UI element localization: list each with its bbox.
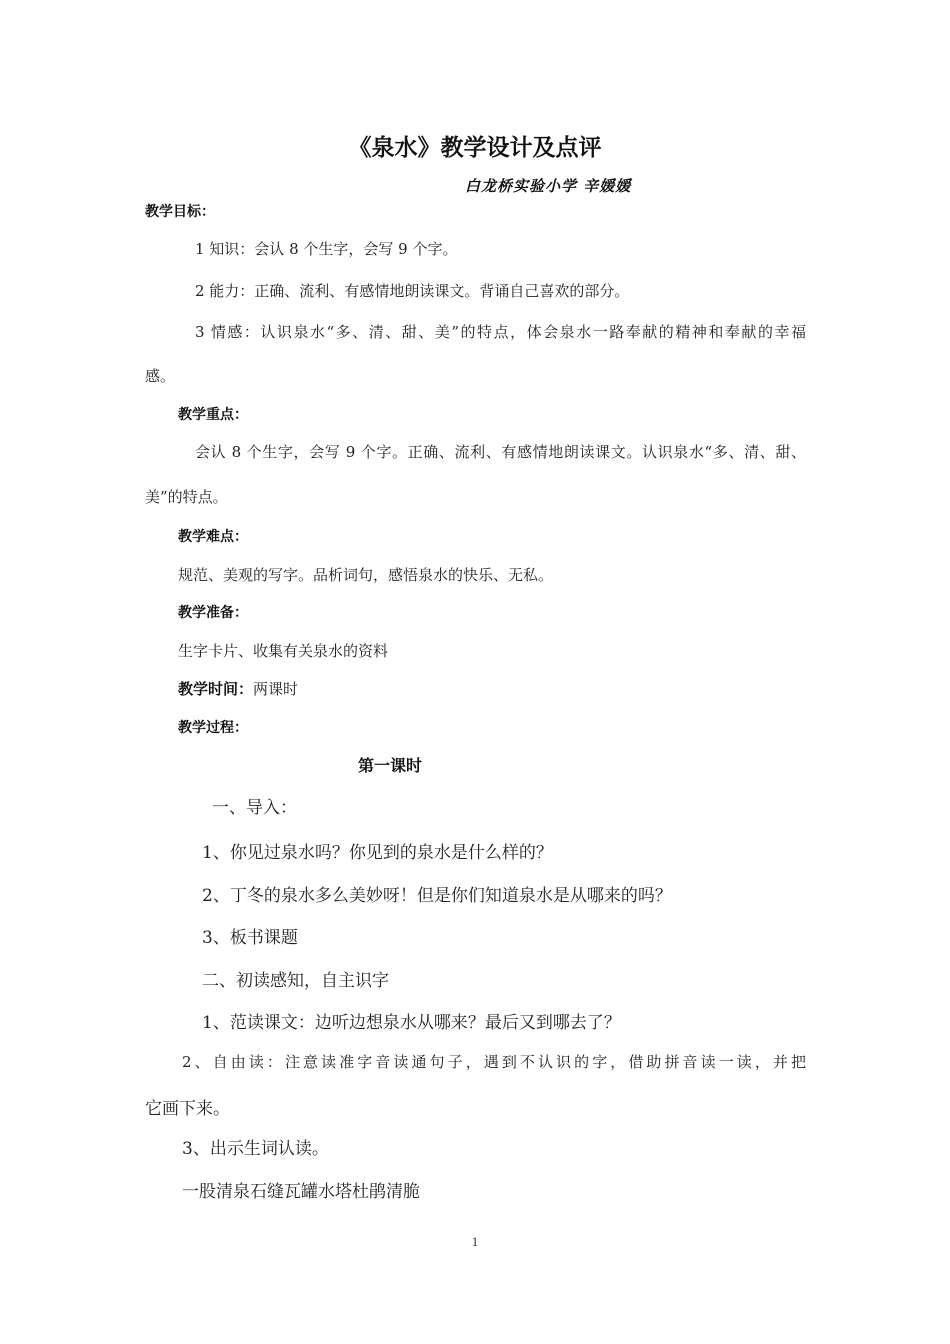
section2-item-2-line1: 2、自由读：注意读准字音读通句子，遇到不认识的字，借助拼音读一读，并把 xyxy=(182,1053,806,1071)
section2-title: 二、初读感知，自主识字 xyxy=(202,971,389,991)
time-heading: 教学时间： xyxy=(178,680,254,698)
section2-item-1: 1、范读课文：边听边想泉水从哪来？最后又到哪去了？ xyxy=(202,1013,621,1033)
section1-item-2: 2、丁冬的泉水多么美妙呀！但是你们知道泉水是从哪来的吗？ xyxy=(202,886,672,906)
vocabulary-words: 一股清泉石缝瓦罐水塔杜鹃清脆 xyxy=(182,1182,420,1202)
time-text: 两课时 xyxy=(253,680,299,698)
preparation-heading: 教学准备： xyxy=(178,605,248,621)
difficulties-heading: 教学难点： xyxy=(178,529,248,545)
section2-item-2-line2: 它画下来。 xyxy=(145,1099,230,1119)
key-points-line2: 美”的特点。 xyxy=(145,488,228,506)
section2-item-3: 3、出示生词认读。 xyxy=(182,1139,329,1159)
document-title: 《泉水》教学设计及点评 xyxy=(348,135,602,161)
objective-emotion-line1: 3 情感：认识泉水“多、清、甜、美”的特点，体会泉水一路奉献的精神和奉献的幸福 xyxy=(195,323,806,341)
objective-knowledge: 1 知识：会认 8 个生字，会写 9 个字。 xyxy=(195,240,458,258)
objectives-heading: 教学目标： xyxy=(145,204,215,220)
preparation-text: 生字卡片、收集有关泉水的资料 xyxy=(178,642,389,660)
key-points-line1: 会认 8 个生字，会写 9 个字。正确、流利、有感情地朗读课文。认识泉水“多、清、甜、 xyxy=(195,443,806,461)
time-line xyxy=(178,679,298,699)
section1-item-3: 3、板书课题 xyxy=(202,928,298,948)
objective-ability: 2 能力：正确、流利、有感情地朗读课文。背诵自己喜欢的部分。 xyxy=(195,282,630,300)
difficulties-text: 规范、美观的写字。品析词句，感悟泉水的快乐、无私。 xyxy=(178,566,554,584)
process-heading: 教学过程： xyxy=(178,720,248,736)
lesson-title: 第一课时 xyxy=(358,756,423,775)
author-line: 白龙桥实验小学 辛媛媛 xyxy=(465,177,632,195)
objective-emotion-line2: 感。 xyxy=(145,367,176,385)
section1-item-1: 1、你见过泉水吗？你见到的泉水是什么样的？ xyxy=(202,843,553,863)
key-points-heading: 教学重点： xyxy=(178,407,248,423)
page-number: 1 xyxy=(471,1234,479,1249)
section1-title: 一、导入： xyxy=(212,798,297,818)
